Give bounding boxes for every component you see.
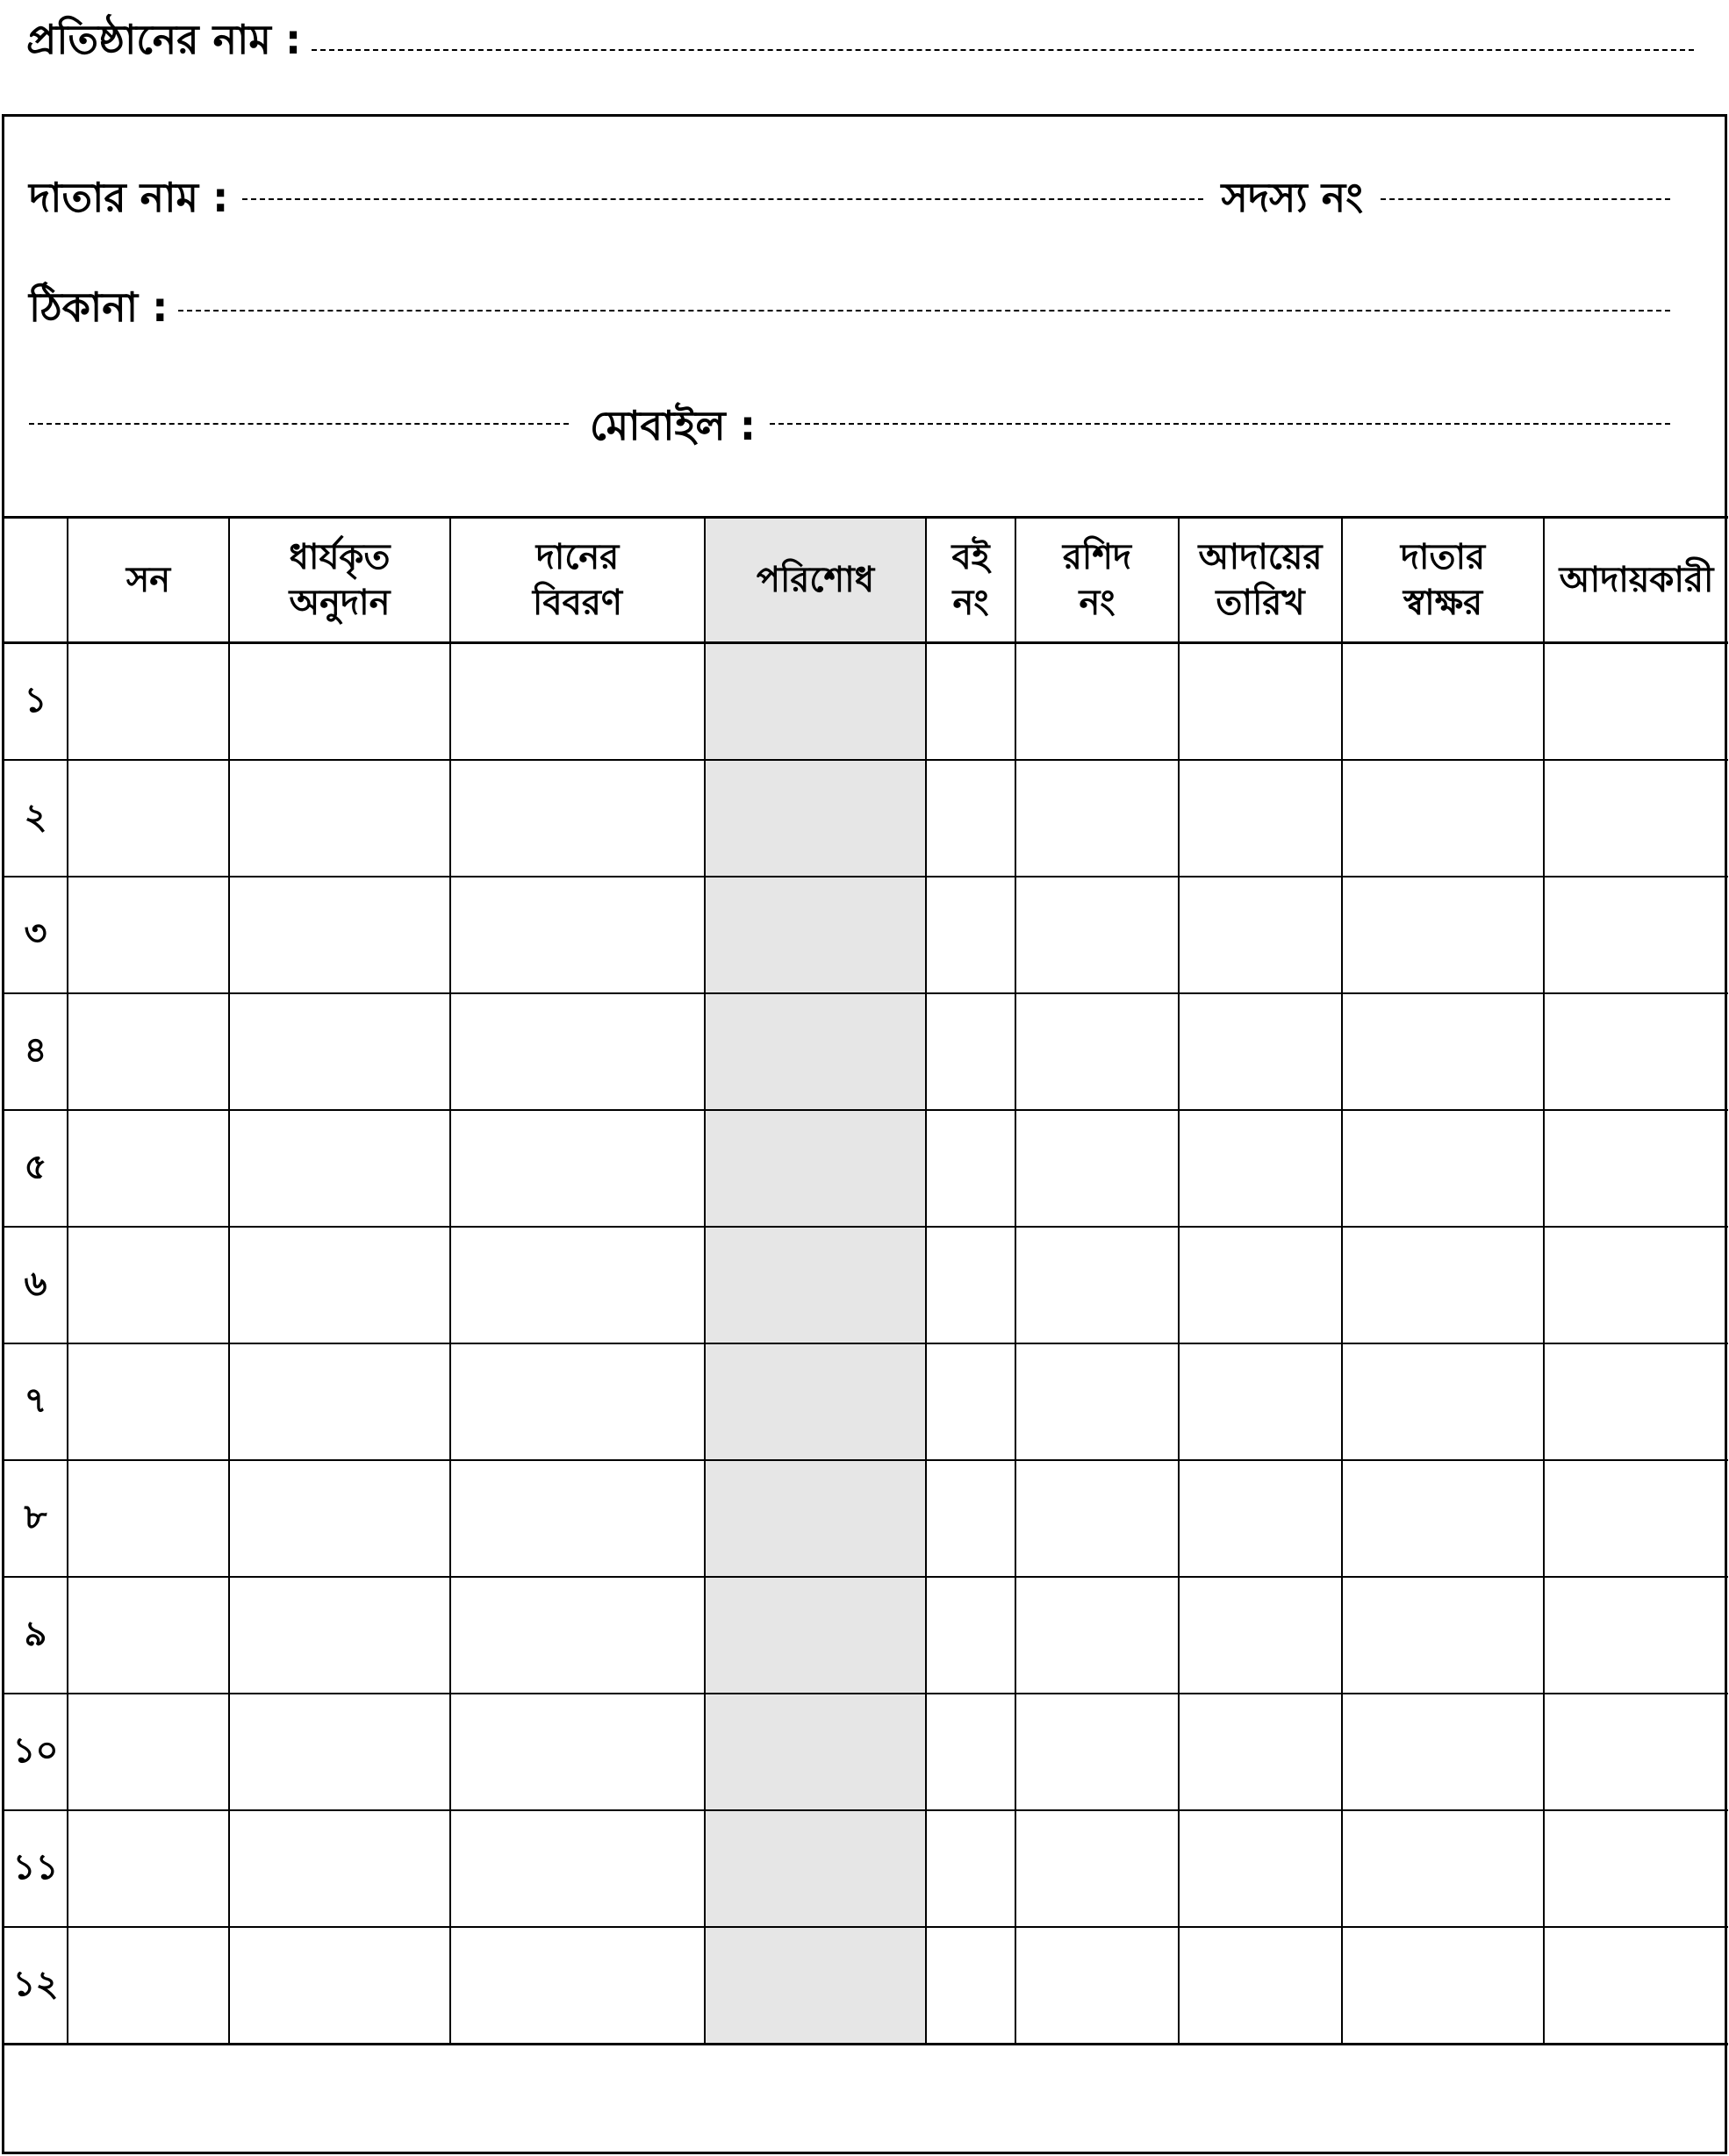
cell-collection-date[interactable] <box>1179 1927 1342 2045</box>
donor-record-box <box>2 114 1727 2154</box>
mobile-label: মোবাইল : <box>590 402 757 449</box>
column-header-text: দাতার <box>1400 537 1486 577</box>
cell-receipt-no[interactable] <box>1015 993 1179 1110</box>
table-row <box>4 1810 1728 1927</box>
column-header-receipt-no <box>1015 518 1179 643</box>
cell-receipt-no[interactable] <box>1015 1927 1179 2045</box>
organization-name-label: প্রতিষ্ঠানের নাম : <box>26 16 302 63</box>
row-number: ৪ <box>4 993 68 1110</box>
table-row <box>4 1577 1728 1694</box>
row-number: ১২ <box>4 1927 68 2045</box>
cell-payment[interactable] <box>705 1810 926 1927</box>
cell-receipt-no[interactable] <box>1015 643 1179 761</box>
cell-year[interactable] <box>68 1927 229 2045</box>
column-header-text: আদায়কারী <box>1559 560 1714 600</box>
cell-donation-description[interactable] <box>450 1927 705 2045</box>
cell-pledged-grant[interactable] <box>229 760 450 877</box>
donor-name-label: দাতার নাম : <box>29 174 229 221</box>
table-header-row <box>4 518 1728 643</box>
row-number: ৬ <box>4 1227 68 1343</box>
cell-book-no[interactable] <box>926 1460 1015 1577</box>
cell-book-no[interactable] <box>926 1110 1015 1227</box>
organization-name-field[interactable] <box>312 49 1694 51</box>
row-number: ১ <box>4 643 68 761</box>
cell-donor-signature[interactable] <box>1342 993 1544 1110</box>
mobile-line <box>29 393 1670 449</box>
column-header-text: স্বাক্ষর <box>1403 583 1483 623</box>
cell-pledged-grant[interactable] <box>229 993 450 1110</box>
cell-collector[interactable] <box>1544 760 1728 877</box>
cell-donation-description[interactable] <box>450 760 705 877</box>
row-number: ১০ <box>4 1694 68 1810</box>
cell-collector[interactable] <box>1544 993 1728 1110</box>
cell-donor-signature[interactable] <box>1342 760 1544 877</box>
cell-payment[interactable] <box>705 993 926 1110</box>
row-number: ১১ <box>4 1810 68 1927</box>
cell-donor-signature[interactable] <box>1342 1927 1544 2045</box>
cell-receipt-no[interactable] <box>1015 1343 1179 1460</box>
cell-donor-signature[interactable] <box>1342 877 1544 993</box>
cell-year[interactable] <box>68 760 229 877</box>
column-header-collector <box>1544 518 1728 643</box>
row-number: ৯ <box>4 1577 68 1694</box>
column-header-text: নং <box>952 583 989 623</box>
row-number: ৫ <box>4 1110 68 1227</box>
cell-donation-description[interactable] <box>450 1694 705 1810</box>
cell-year[interactable] <box>68 1460 229 1577</box>
cell-collection-date[interactable] <box>1179 1110 1342 1227</box>
column-header-text: আদায়ের <box>1198 537 1323 577</box>
cell-collector[interactable] <box>1544 1343 1728 1460</box>
cell-donation-description[interactable] <box>450 1810 705 1927</box>
row-number: ৩ <box>4 877 68 993</box>
cell-receipt-no[interactable] <box>1015 1110 1179 1227</box>
column-header-text: বই <box>951 537 990 577</box>
mobile-field[interactable] <box>770 423 1670 425</box>
address-line <box>29 275 1670 331</box>
column-header-text: পরিশোধ <box>756 560 875 600</box>
address-field[interactable] <box>178 310 1670 312</box>
column-header-donation-description <box>450 518 705 643</box>
column-header-donor-signature <box>1342 518 1544 643</box>
cell-collection-date[interactable] <box>1179 1577 1342 1694</box>
member-number-field[interactable] <box>1381 198 1670 200</box>
table-row <box>4 1927 1728 2045</box>
table-row <box>4 877 1728 993</box>
column-header-year <box>68 518 229 643</box>
column-header-text: সন <box>126 560 171 600</box>
cell-collection-date[interactable] <box>1179 877 1342 993</box>
cell-pledged-grant[interactable] <box>229 1110 450 1227</box>
cell-book-no[interactable] <box>926 877 1015 993</box>
cell-pledged-grant[interactable] <box>229 1343 450 1460</box>
cell-collector[interactable] <box>1544 1810 1728 1927</box>
column-header-book-no <box>926 518 1015 643</box>
cell-year[interactable] <box>68 1694 229 1810</box>
cell-collection-date[interactable] <box>1179 1343 1342 1460</box>
cell-payment[interactable] <box>705 1110 926 1227</box>
cell-book-no[interactable] <box>926 1227 1015 1343</box>
cell-donation-description[interactable] <box>450 877 705 993</box>
cell-pledged-grant[interactable] <box>229 643 450 761</box>
column-header-text: রশিদ <box>1062 537 1132 577</box>
cell-pledged-grant[interactable] <box>229 1810 450 1927</box>
cell-receipt-no[interactable] <box>1015 1227 1179 1343</box>
cell-receipt-no[interactable] <box>1015 1577 1179 1694</box>
address-label: ঠিকানা : <box>29 283 169 331</box>
cell-collector[interactable] <box>1544 1110 1728 1227</box>
cell-donor-signature[interactable] <box>1342 1810 1544 1927</box>
column-header-text: দানের <box>535 537 620 577</box>
table-row <box>4 1694 1728 1810</box>
cell-receipt-no[interactable] <box>1015 760 1179 877</box>
row-number: ৭ <box>4 1343 68 1460</box>
cell-collector[interactable] <box>1544 1927 1728 2045</box>
cell-receipt-no[interactable] <box>1015 877 1179 993</box>
table-row <box>4 1227 1728 1343</box>
cell-payment[interactable] <box>705 1460 926 1577</box>
cell-book-no[interactable] <box>926 1694 1015 1810</box>
cell-receipt-no[interactable] <box>1015 1694 1179 1810</box>
table-row <box>4 1343 1728 1460</box>
cell-book-no[interactable] <box>926 1927 1015 2045</box>
cell-payment[interactable] <box>705 877 926 993</box>
cell-payment[interactable] <box>705 760 926 877</box>
cell-receipt-no[interactable] <box>1015 1460 1179 1577</box>
donor-name-field[interactable] <box>242 198 1203 200</box>
table-row <box>4 1110 1728 1227</box>
cell-collector[interactable] <box>1544 1577 1728 1694</box>
donation-ledger-table <box>4 516 1728 2045</box>
cell-collection-date[interactable] <box>1179 1227 1342 1343</box>
column-header-text: অনুদান <box>289 583 391 623</box>
row-number: ২ <box>4 760 68 877</box>
column-header-payment <box>705 518 926 643</box>
cell-collection-date[interactable] <box>1179 1694 1342 1810</box>
cell-donor-signature[interactable] <box>1342 1343 1544 1460</box>
cell-payment[interactable] <box>705 1694 926 1810</box>
cell-pledged-grant[interactable] <box>229 877 450 993</box>
cell-donor-signature[interactable] <box>1342 1460 1544 1577</box>
cell-payment[interactable] <box>705 1343 926 1460</box>
column-header-serial <box>4 518 68 643</box>
cell-donor-signature[interactable] <box>1342 1694 1544 1810</box>
cell-collection-date[interactable] <box>1179 760 1342 877</box>
table-row <box>4 760 1728 877</box>
table-row <box>4 993 1728 1110</box>
cell-pledged-grant[interactable] <box>229 1577 450 1694</box>
cell-pledged-grant[interactable] <box>229 1460 450 1577</box>
cell-pledged-grant[interactable] <box>229 1227 450 1343</box>
cell-donation-description[interactable] <box>450 1343 705 1460</box>
cell-donor-signature[interactable] <box>1342 643 1544 761</box>
cell-payment[interactable] <box>705 1227 926 1343</box>
cell-collection-date[interactable] <box>1179 993 1342 1110</box>
cell-year[interactable] <box>68 643 229 761</box>
cell-collector[interactable] <box>1544 877 1728 993</box>
cell-pledged-grant[interactable] <box>229 1927 450 2045</box>
cell-collector[interactable] <box>1544 1227 1728 1343</box>
cell-donation-description[interactable] <box>450 1110 705 1227</box>
cell-book-no[interactable] <box>926 1577 1015 1694</box>
cell-collection-date[interactable] <box>1179 1810 1342 1927</box>
cell-receipt-no[interactable] <box>1015 1810 1179 1927</box>
cell-donor-signature[interactable] <box>1342 1227 1544 1343</box>
cell-year[interactable] <box>68 877 229 993</box>
cell-year[interactable] <box>68 993 229 1110</box>
column-header-text: ধার্যকৃত <box>289 537 391 577</box>
column-header-pledged-grant <box>229 518 450 643</box>
column-header-text: বিবরণ <box>532 583 623 623</box>
cell-year[interactable] <box>68 1343 229 1460</box>
cell-year[interactable] <box>68 1810 229 1927</box>
cell-book-no[interactable] <box>926 760 1015 877</box>
donor-name-line <box>29 165 1670 221</box>
cell-payment[interactable] <box>705 1927 926 2045</box>
cell-pledged-grant[interactable] <box>229 1694 450 1810</box>
row-number: ৮ <box>4 1460 68 1577</box>
member-number-label: সদস্য নং <box>1221 174 1363 221</box>
column-header-collection-date <box>1179 518 1342 643</box>
cell-donor-signature[interactable] <box>1342 1577 1544 1694</box>
cell-year[interactable] <box>68 1110 229 1227</box>
address-continuation-field[interactable] <box>29 423 569 425</box>
cell-payment[interactable] <box>705 1577 926 1694</box>
table-body <box>4 643 1728 2045</box>
cell-year[interactable] <box>68 1577 229 1694</box>
cell-year[interactable] <box>68 1227 229 1343</box>
cell-book-no[interactable] <box>926 643 1015 761</box>
cell-donation-description[interactable] <box>450 993 705 1110</box>
cell-donation-description[interactable] <box>450 1227 705 1343</box>
cell-book-no[interactable] <box>926 1810 1015 1927</box>
cell-book-no[interactable] <box>926 993 1015 1110</box>
cell-collection-date[interactable] <box>1179 643 1342 761</box>
cell-book-no[interactable] <box>926 1343 1015 1460</box>
column-header-text: তারিখ <box>1216 583 1305 623</box>
cell-collection-date[interactable] <box>1179 1460 1342 1577</box>
table-row <box>4 643 1728 761</box>
cell-collector[interactable] <box>1544 643 1728 761</box>
cell-donation-description[interactable] <box>450 1577 705 1694</box>
cell-donation-description[interactable] <box>450 1460 705 1577</box>
column-header-text: নং <box>1079 583 1116 623</box>
cell-payment[interactable] <box>705 643 926 761</box>
cell-donor-signature[interactable] <box>1342 1110 1544 1227</box>
table-row <box>4 1460 1728 1577</box>
organization-name-line <box>26 7 1694 63</box>
cell-collector[interactable] <box>1544 1694 1728 1810</box>
cell-donation-description[interactable] <box>450 643 705 761</box>
cell-collector[interactable] <box>1544 1460 1728 1577</box>
